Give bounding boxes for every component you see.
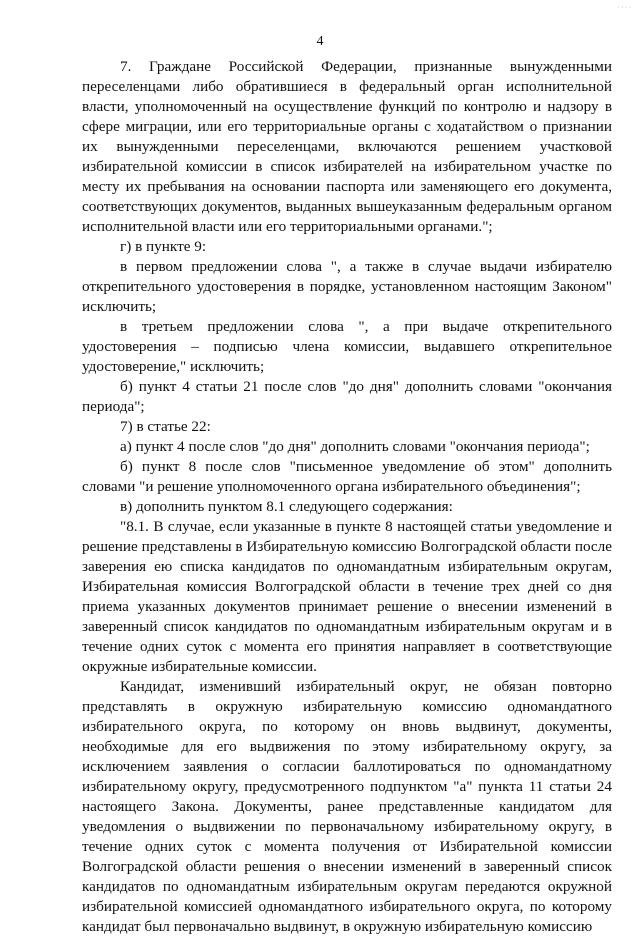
paragraph-subitem-g: г) в пункте 9: — [120, 238, 207, 255]
paragraph-subitem-a: а) пункт 4 после слов "до дня" дополнить словами "окончания периода"; — [120, 438, 590, 455]
paragraph-third-sentence: в третьем предложении слова ", а при выдаче открепительного удостоверения – подписью члена комиссии, выдавшего открепительное удостоверение," исключить; — [82, 318, 612, 375]
scan-corner-mark: ···· — [617, 3, 632, 12]
paragraph-item-7: 7. Граждане Российской Федерации, признанные вынужденными переселенцами либо обратившиеся в федеральный орган исполнительной власти, уполномоченный на осуществление функций по контролю и надзору в сфере миграции, или его территориальные органы с ходатайством о признании их вынужденными переселенцами, включаются решением участковой избирательной комиссии в список избирателей на избирательном участке по месту их пребывания на основании паспорта или заменяющего его документа, соответствующих документов, выданных вышеуказанным федеральным органом исполнительной власти или его территориальными органами."; — [82, 58, 612, 235]
document-body — [82, 57, 612, 937]
paragraph-article-21: б) пункт 4 статьи 21 после слов "до дня" дополнить словами "окончания периода"; — [82, 378, 612, 415]
paragraph-first-sentence: в первом предложении слова ", а также в случае выдачи избирателю открепительного удостоверения в порядке, установленном настоящим Законом" исключить; — [82, 258, 612, 315]
paragraph-article-22: 7) в статье 22: — [120, 418, 211, 435]
paragraph-candidate: Кандидат, изменивший избирательный округ, не обязан повторно представлять в окружную избирательную комиссию одномандатного избирательного округа, по которому он вновь выдвинут, документы, необходимые для его выдвижения по этому избирательному округу, за исключением заявления о согласии баллотироваться по одномандатному избирательному округу, предусмотренного подпунктом "а" пункта 11 статьи 24 настоящего Закона. Документы, ранее представленные кандидатом для уведомления о выдвижении по первоначальному избирательному округу, в течение одних суток с момента получения от Избирательной комиссии Волгоградской области решения о внесении изменений в заверенный список кандидатов по одномандатным избирательным округам передаются окружной избирательной комиссией одномандатного избирательного округа, по которому кандидат был первоначально выдвинут, в окружную избирательную комиссию — [82, 678, 612, 935]
paragraph-clause-8-1: "8.1. В случае, если указанные в пункте 8 настоящей статьи уведомление и решение представлены в Избирательную комиссию Волгоградской области после заверения ею списка кандидатов по одномандатным избирательным округам, Избирательная комиссия Волгоградской области в течение трех дней со дня приема указанных документов принимает решение о внесении изменений в заверенный список кандидатов по одномандатным избирательным округам и в течение одних суток с момента его принятия направляет в соответствующие окружные избирательные комиссии. — [82, 518, 612, 675]
page-number: 4 — [316, 34, 324, 49]
paragraph-subitem-v: в) дополнить пунктом 8.1 следующего содержания: — [120, 498, 453, 515]
paragraph-subitem-b: б) пункт 8 после слов "письменное уведомление об этом" дополнить словами "и решение уполномоченного органа избирательного объединения"; — [82, 458, 612, 495]
